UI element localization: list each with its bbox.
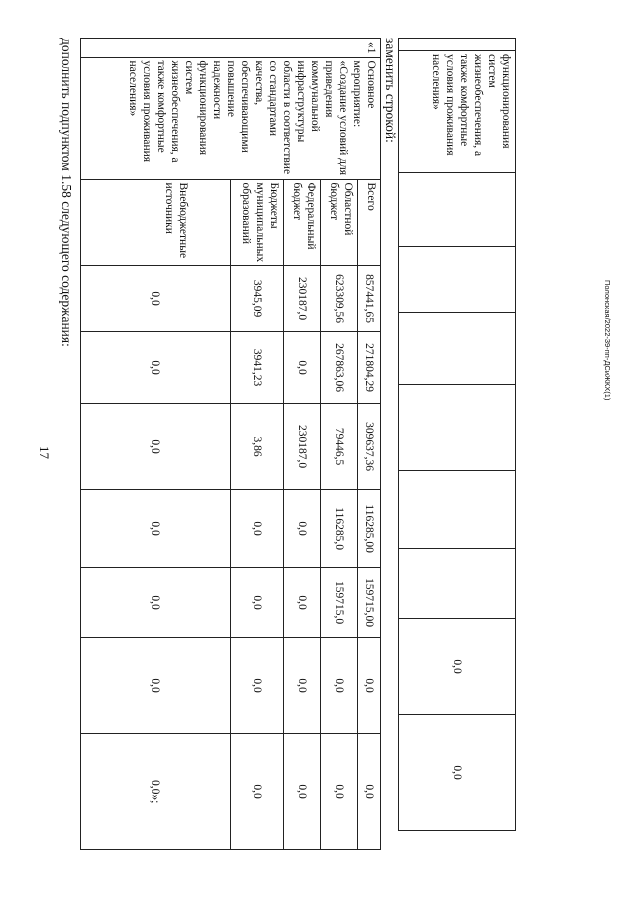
opening-quote-cell: «1 [81, 39, 381, 58]
value-cell: 0,0 [321, 638, 358, 734]
value-cell: 857441,65 [358, 266, 381, 332]
top-table-event-cell: функционирования систем жизнеобеспечения, а также комфортные условия проживания населения» [399, 51, 516, 173]
value-cell: 271804,29 [358, 332, 381, 404]
value-cell: 0,0 [81, 568, 231, 638]
source-cell: Всего [358, 179, 381, 266]
top-table-value [399, 471, 516, 549]
table-row [358, 39, 381, 850]
top-table-source-cell [399, 173, 516, 247]
source-cell [81, 179, 231, 266]
value-cell: 0,0 [81, 490, 231, 568]
top-table-value: 0,0 [399, 715, 516, 831]
top-table-value [399, 313, 516, 385]
value-cell: 0,0 [231, 568, 284, 638]
value-cell: 159715,00 [358, 568, 381, 638]
top-table-row [399, 39, 516, 831]
value-cell: 309637,36 [358, 404, 381, 490]
value-cell: 3941,23 [231, 332, 284, 404]
add-instruction: дополнить подпунктом 1.58 следующего содержания: [59, 38, 74, 347]
value-cell: 0,0»; [81, 734, 231, 850]
value-cell: 0,0 [284, 332, 321, 404]
source-cell-label: Внебюджетные источники [163, 182, 189, 259]
value-cell: 0,0 [81, 404, 231, 490]
value-cell: 0,0 [81, 638, 231, 734]
value-cell: 159715,0 [321, 568, 358, 638]
replace-instruction: заменить строкой: [383, 38, 398, 143]
top-table-quote-cell [399, 39, 516, 51]
value-cell: 267863,06 [321, 332, 358, 404]
source-cell: Федеральный бюджет [284, 179, 321, 266]
value-cell: 623309,56 [321, 266, 358, 332]
top-table [398, 38, 516, 831]
top-table-value [399, 247, 516, 313]
value-cell: 116285,00 [358, 490, 381, 568]
value-cell: 0,0 [284, 734, 321, 850]
value-cell: 0,0 [284, 638, 321, 734]
document-id: Полонская/2022-39-пп-ДСиЖКХ(1) [603, 280, 612, 401]
value-cell: 0,0 [231, 638, 284, 734]
rotated-content [6, 38, 516, 898]
value-cell: 0,0 [321, 734, 358, 850]
value-cell: 0,0 [231, 490, 284, 568]
event-description-cell: Основное мероприятие: «Создание условий для приведения коммунальной инфраструктуры области в соответствие со стандартами качества, обеспечивающими повышение надежности функционирования систем жизнеобеспечения, а также комфортные условия проживания населения» [81, 57, 381, 179]
value-cell: 116285,0 [321, 490, 358, 568]
value-cell: 0,0 [231, 734, 284, 850]
page-number: 17 [37, 446, 52, 459]
value-cell: 79446,5 [321, 404, 358, 490]
value-cell: 0,0 [358, 734, 381, 850]
top-table-value: 0,0 [399, 619, 516, 715]
value-cell: 0,0 [284, 490, 321, 568]
source-cell: Областной бюджет [321, 179, 358, 266]
value-cell: 3,86 [231, 404, 284, 490]
top-table-value [399, 385, 516, 471]
main-table [80, 38, 381, 850]
value-cell: 3945,09 [231, 266, 284, 332]
value-cell: 0,0 [358, 638, 381, 734]
top-table-value [399, 549, 516, 619]
value-cell: 230187,0 [284, 266, 321, 332]
source-cell: Бюджеты муниципальных образований [231, 179, 284, 266]
value-cell: 230187,0 [284, 404, 321, 490]
value-cell: 0,0 [284, 568, 321, 638]
value-cell: 0,0 [81, 266, 231, 332]
value-cell: 0,0 [81, 332, 231, 404]
